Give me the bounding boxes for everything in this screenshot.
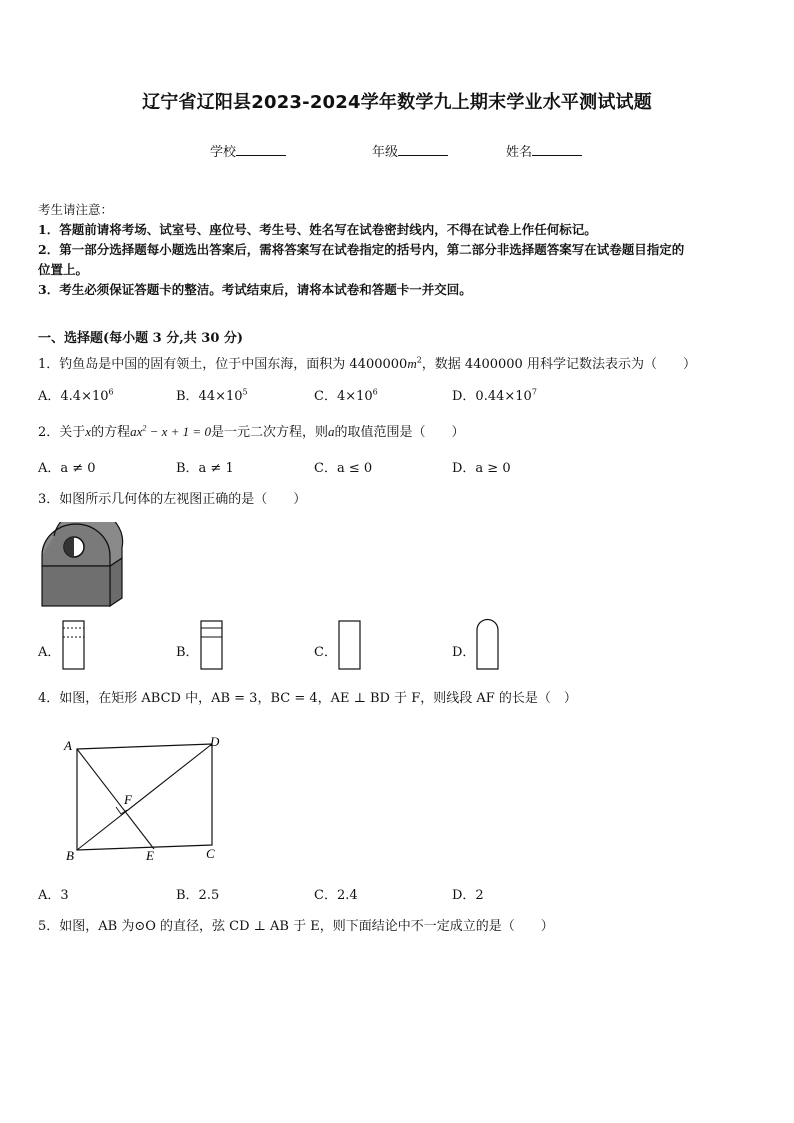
name-field: [506, 141, 582, 160]
q3-option-d-figure: [476, 618, 500, 670]
school-label: 学校: [210, 145, 237, 160]
q2-text-a: 2．关于: [38, 425, 86, 440]
q3-option-b-figure: [200, 620, 224, 670]
name-label: 姓名: [506, 145, 533, 160]
q1-text-a: 1．钓鱼岛是中国的固有领土，位于中国东海，面积为 4400000: [38, 357, 408, 372]
q2-var-x: x: [85, 424, 92, 439]
q2-text-c: 是一元二次方程，则: [210, 425, 328, 440]
notice-item: 3．考生必须保证答题卡的整洁。考试结束后，请将本试卷和答题卡一并交回。: [38, 282, 472, 297]
grade-label: 年级: [372, 145, 399, 160]
question-4: 4．如图，在矩形 ABCD 中，AB = 3，BC = 4，AE ⊥ BD 于 F，则线段 AF 的长是（ ）: [38, 691, 577, 706]
q2-option-c: C．a ≤ 0: [314, 461, 373, 476]
notice-block: [38, 200, 758, 300]
q1-unit: m: [407, 356, 417, 371]
question-1: [38, 353, 696, 372]
school-blank: [236, 143, 286, 156]
q4-option-c: C．2.4: [314, 888, 358, 903]
q3-option-a-figure: [62, 620, 86, 670]
q2-text-b: 的方程: [91, 425, 131, 440]
grade-blank: [398, 143, 448, 156]
q2-option-d: D．a ≥ 0: [452, 461, 511, 476]
q4-option-d: D．2: [452, 888, 484, 903]
q2-var-a: a: [327, 424, 335, 439]
grade-field: [372, 141, 448, 160]
q1-option-c: C．$4\times 10^6$: [314, 387, 378, 404]
vertex-label-b: B: [66, 848, 74, 863]
q2-option-b: B．a ≠ 1: [176, 461, 234, 476]
vertex-label-d: D: [210, 734, 220, 749]
q3-option-c-figure: [338, 620, 362, 670]
q3-option-c: C．: [314, 645, 337, 660]
notice-item: 2．第一部分选择题每小题选出答案后，需将答案写在试卷指定的括号内，第二部分非选择题答案写在试卷题目指定的: [38, 242, 685, 257]
notice-heading: 考生请注意：: [38, 202, 114, 217]
notice-item: 位置上。: [38, 262, 89, 277]
school-field: [210, 141, 286, 160]
q3-option-b: B．: [176, 645, 199, 660]
q2-equation: $ax^2 - x + 1 = 0$: [130, 423, 211, 439]
notice-item: 1．答题前请将考场、试室号、座位号、考生号、姓名写在试卷密封线内，不得在试卷上作任何标记。: [38, 222, 597, 237]
q2-text-d: 的取值范围是（ ）: [334, 425, 465, 440]
rectangle-figure: [60, 732, 230, 868]
q4-option-b: B．2.5: [176, 888, 220, 903]
vertex-label-f: F: [124, 792, 132, 807]
question-3: 3．如图所示几何体的左视图正确的是（ ）: [38, 492, 307, 507]
vertex-label-e: E: [146, 848, 154, 863]
vertex-label-a: A: [64, 738, 72, 753]
q1-text-b: ，数据 4400000 用科学记数法表示为（ ）: [421, 357, 696, 372]
vertex-label-c: C: [206, 846, 215, 861]
page-title: 辽宁省辽阳县2023-2024学年数学九上期末学业水平测试试题: [142, 92, 652, 113]
q4-option-a: A．3: [38, 888, 69, 903]
q3-option-d: D．: [452, 645, 476, 660]
q1-option-a: A．$4.4\times 10^6$: [38, 387, 114, 404]
solid-figure: [38, 522, 128, 610]
q1-unit-sup: 2: [416, 355, 422, 365]
q1-option-b: B．$44\times 10^5$: [176, 387, 248, 404]
section-heading: 一、选择题(每小题 3 分,共 30 分): [38, 331, 244, 346]
name-blank: [532, 143, 582, 156]
q1-option-d: D．$0.44\times 10^7$: [452, 387, 537, 404]
question-2: [38, 421, 464, 440]
q3-option-a: A．: [38, 645, 61, 660]
q2-option-a: A．a ≠ 0: [38, 461, 96, 476]
question-5: 5．如图，AB 为⊙O 的直径，弦 CD ⊥ AB 于 E，则下面结论中不一定成立的是（ ）: [38, 919, 554, 934]
